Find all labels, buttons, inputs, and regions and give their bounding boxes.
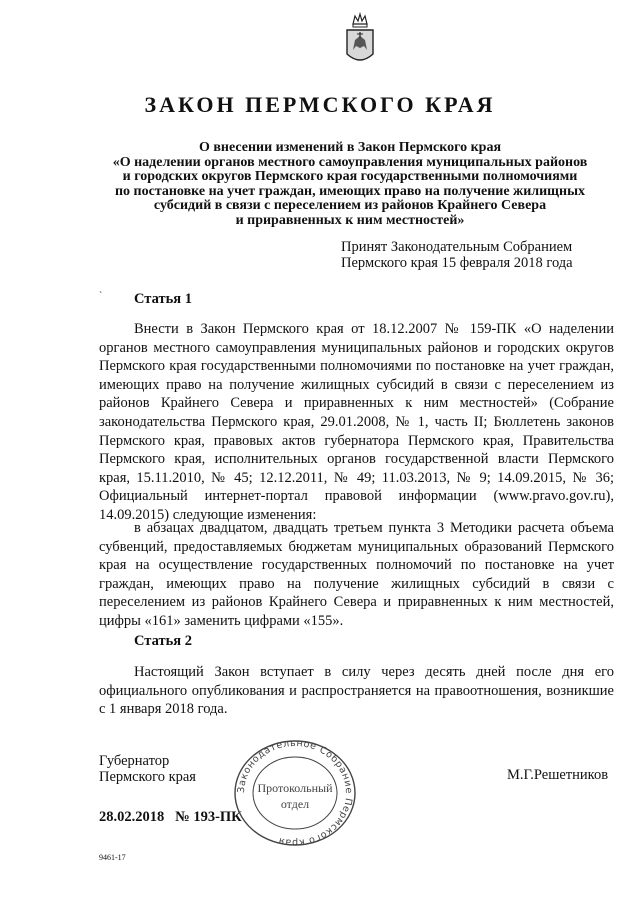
law-subtitle <box>70 141 630 229</box>
stamp-ring-text: Законодательное Собрание Пермского края <box>235 737 355 847</box>
subtitle-line: «О наделении органов местного самоуправления муниципальных районов <box>112 154 588 170</box>
signatory-title-line: Пермского края <box>99 769 196 785</box>
stamp-center-line-2: отдел <box>280 797 310 811</box>
subtitle-line: и городских округов Пермского края государственными полномочиями <box>122 169 578 185</box>
stamp-icon <box>230 737 360 847</box>
adoption-line: Пермского края 15 февраля 2018 года <box>341 255 573 271</box>
date-and-number: 28.02.2018 № 193-ПК <box>99 809 242 825</box>
footer-number: 9461-17 <box>99 853 126 862</box>
subtitle-line: и приравненных к ним местностей» <box>235 212 465 228</box>
adoption-note <box>341 239 573 271</box>
subtitle-line: О внесении изменений в Закон Пермского края <box>198 140 502 155</box>
article-2-paragraph: Настоящий Закон вступает в силу через десять дней после дня его официального опубликования и распространяется на правоотношения, возникшие с 1 января 2018 года. <box>99 664 614 718</box>
margin-mark: ` <box>99 291 103 302</box>
adoption-line: Принят Законодательным Собранием <box>341 239 573 255</box>
article-1-heading: Статья 1 <box>134 291 192 307</box>
coat-of-arms-icon <box>343 10 377 68</box>
article-1-paragraph-1: Внести в Закон Пермского края от 18.12.2007 № 159-ПК «О наделении органов местного самоуправления муниципальных районов и городских округов Пермского края государственными полномочиями по постановке на учет граждан, имеющих право на получение жилищных субсидий в связи с переселением из районов Крайнего Севера и приравненных к ним местностей» (Собрание законодательства Пермского края, 29.01.2008, № 1, часть II; Бюллетень законов Пермского края, правовых актов губернатора Пермского края, Правительства Пермского края, исполнительных органов государственной власти Пермского края, 15.11.2010, № 45; 12.12.2011, № 49; 11.03.2013, № 9; 14.09.2015, № 36; Официальный интернет-портал правовой информации (www.pravo.gov.ru), 14.09.2015) следующие изменения: <box>99 321 614 523</box>
law-title: ЗАКОН ПЕРМСКОГО КРАЯ <box>144 92 496 117</box>
article-2-heading: Статья 2 <box>134 633 192 649</box>
subtitle-line: по постановке на учет граждан, имеющих право на получение жилищных <box>114 183 586 199</box>
subtitle-line: субсидий в связи с переселением из районов Крайнего Севера <box>153 198 547 214</box>
stamp-center-line-1: Протокольный <box>257 781 333 795</box>
signatory-title-line: Губернатор <box>99 753 170 769</box>
article-1-paragraph-2: в абзацах двадцатом, двадцать третьем пункта 3 Методики расчета объема субвенций, предоставляемых бюджетам муниципальных образований Пермского края на осуществление государственных полномочий по постановке на учет граждан, имеющих право на получение жилищных субсидий в связи с переселением из районов Крайнего Севера и приравненных к ним местностей, цифры «161» заменить цифрами «155». <box>99 520 614 629</box>
signatory-title <box>99 753 196 785</box>
signatory-name: М.Г.Решетников <box>507 767 609 783</box>
